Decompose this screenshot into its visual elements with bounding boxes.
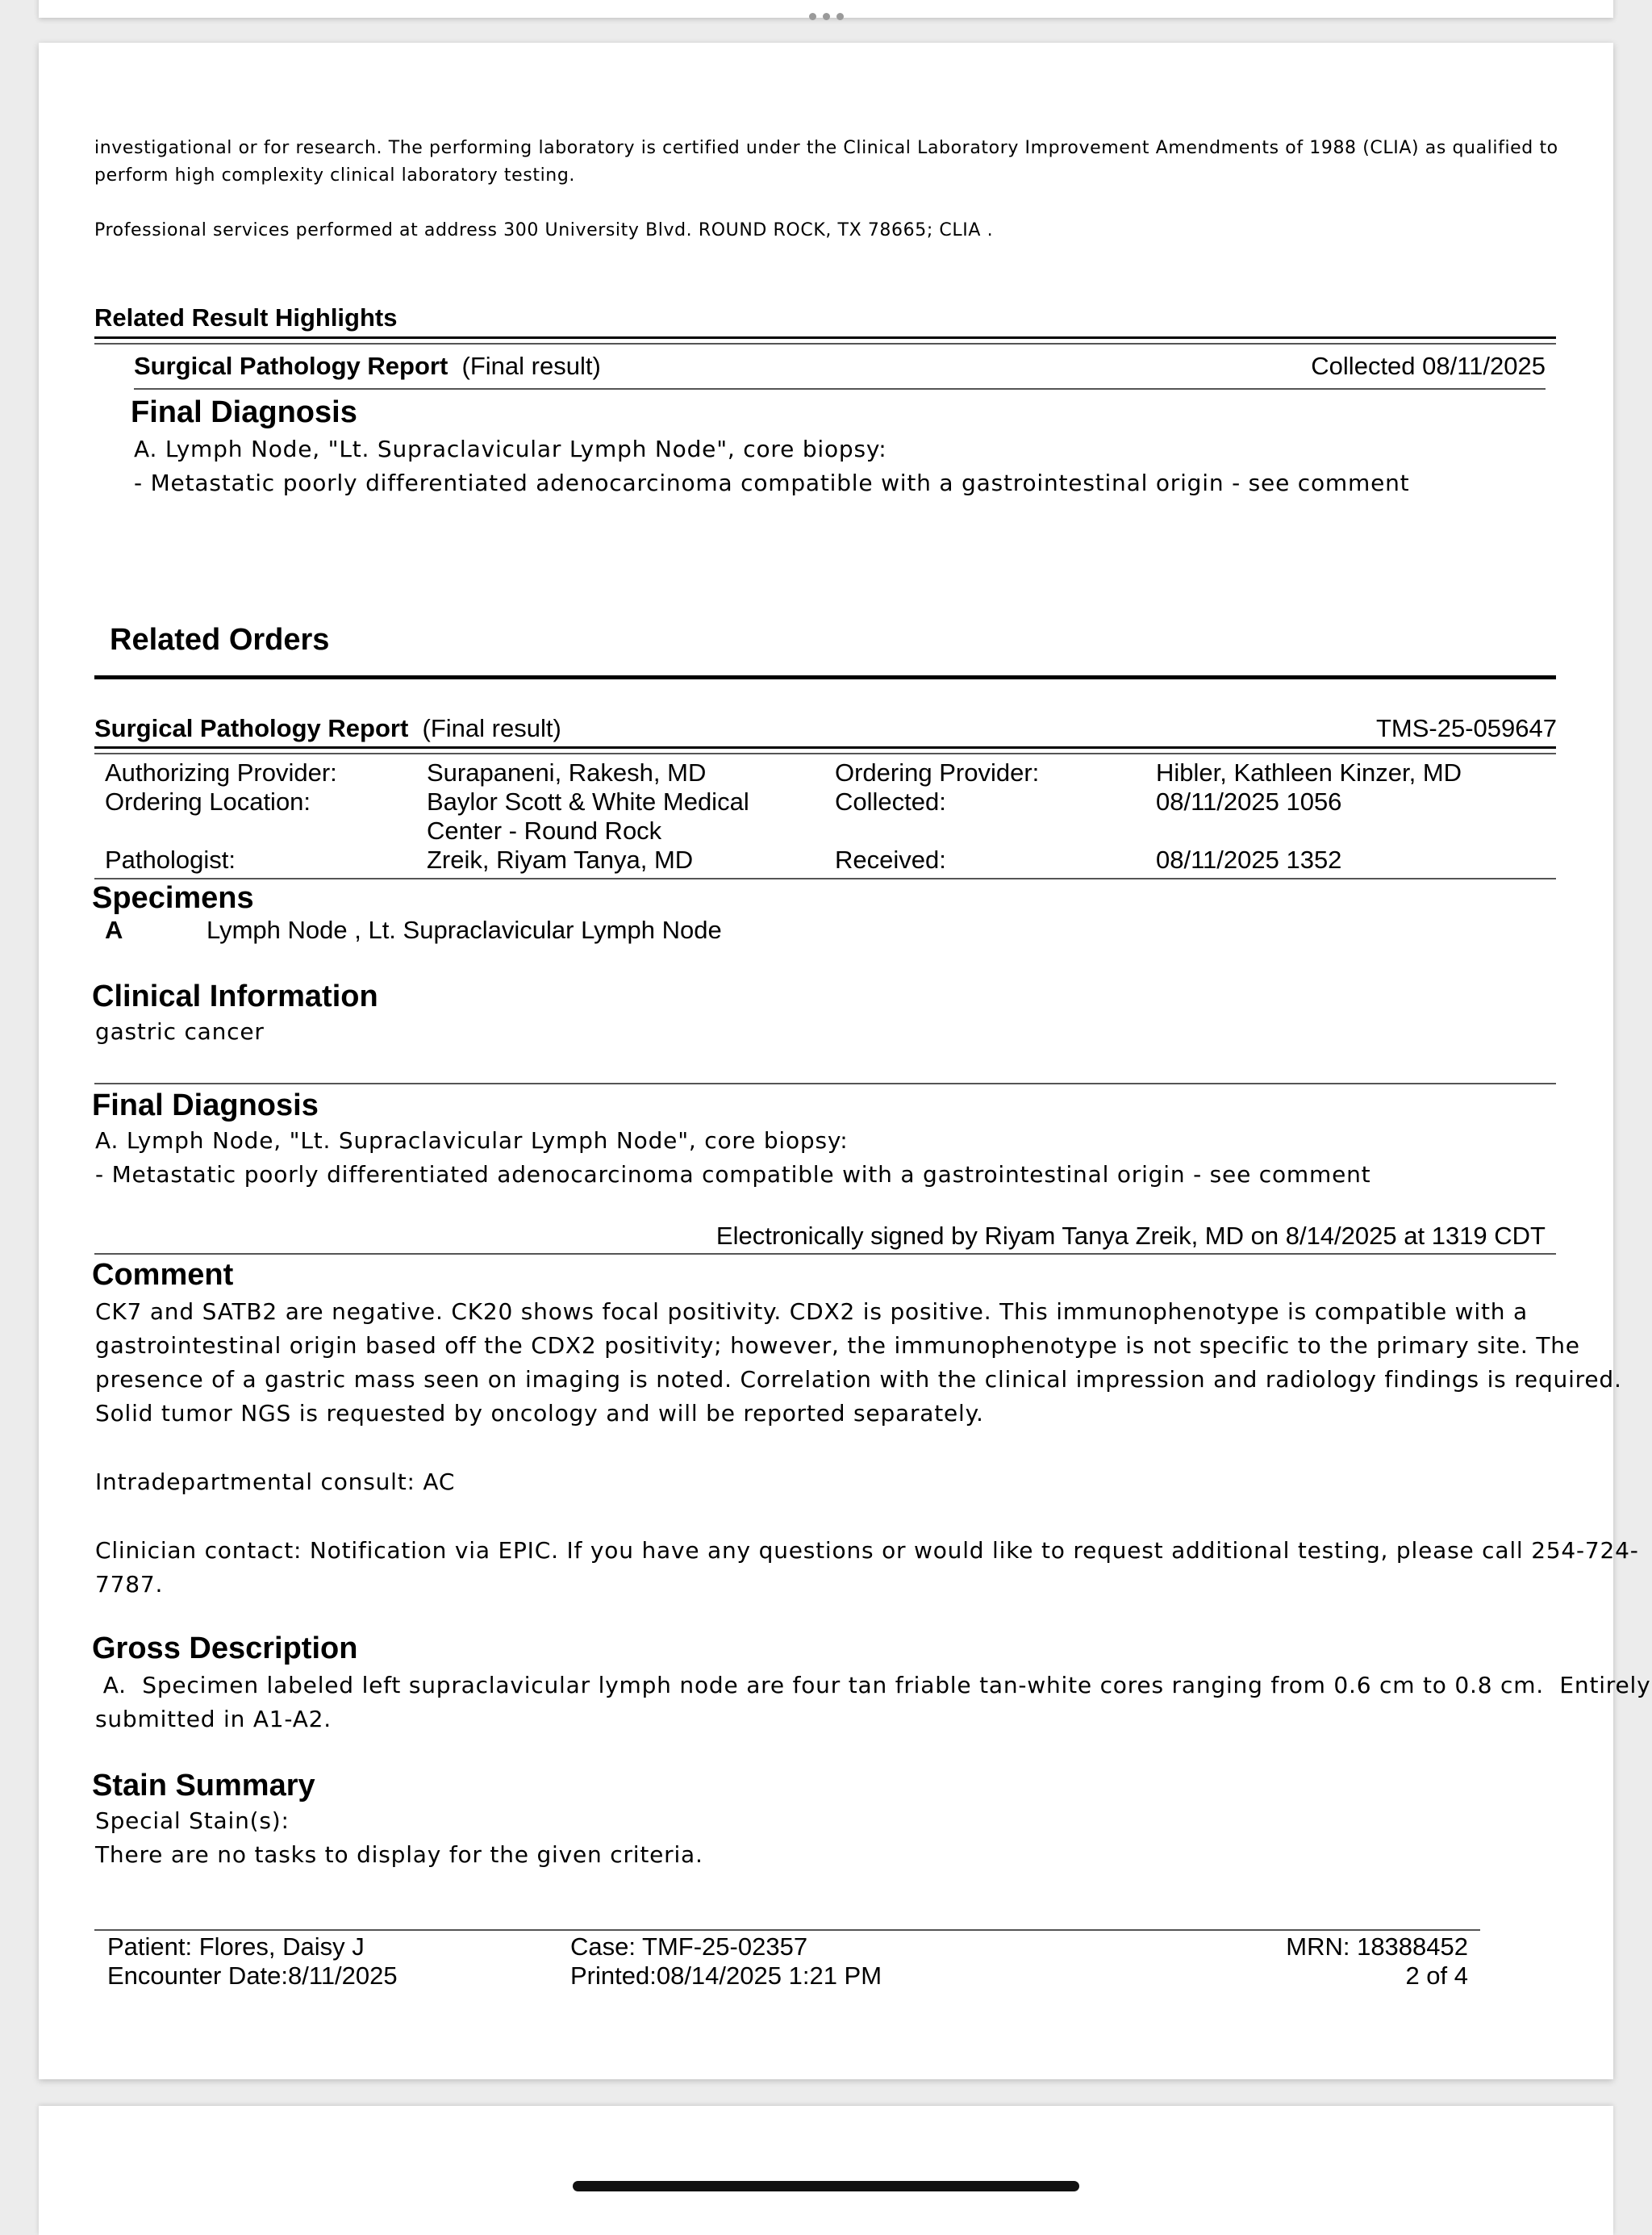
authorizing-provider-label: Authorizing Provider: bbox=[105, 758, 337, 787]
divider bbox=[94, 336, 1556, 339]
next-page bbox=[39, 2106, 1613, 2235]
highlight-diagnosis-line: A. Lymph Node, "Lt. Supraclavicular Lymph Node", core biopsy: bbox=[134, 436, 887, 462]
divider bbox=[94, 878, 1556, 879]
pathologist-value: Zreik, Riyam Tanya, MD bbox=[427, 846, 694, 874]
clinician-contact-line: 7787. bbox=[95, 1571, 164, 1598]
comment-line: CK7 and SATB2 are negative. CK20 shows focal positivity. CDX2 is positive. This immunophenotype is compatible with a bbox=[95, 1298, 1528, 1325]
stain-summary-title: Stain Summary bbox=[92, 1769, 315, 1803]
gross-description-title: Gross Description bbox=[92, 1631, 358, 1665]
divider bbox=[94, 1253, 1556, 1255]
final-diagnosis-title: Final Diagnosis bbox=[92, 1088, 319, 1122]
document-page bbox=[39, 43, 1651, 2079]
collected-label: Collected: bbox=[835, 787, 946, 816]
divider bbox=[134, 388, 1546, 390]
footer-printed: Printed:08/14/2025 1:21 PM bbox=[570, 1961, 882, 1990]
divider bbox=[94, 675, 1556, 679]
intro-line: perform high complexity clinical laboratory testing. bbox=[94, 165, 575, 186]
specimens-title: Specimens bbox=[92, 881, 254, 915]
gross-description-line: A. Specimen labeled left supraclavicular lymph node are four tan friable tan-white cores ranging from 0.6 cm to 0.8 cm. Entirely bbox=[95, 1672, 1651, 1698]
clinical-info-text: gastric cancer bbox=[95, 1018, 265, 1045]
stain-summary-line: There are no tasks to display for the given criteria. bbox=[95, 1841, 703, 1868]
divider bbox=[94, 753, 1556, 754]
electronic-signature: Electronically signed by Riyam Tanya Zreik, MD on 8/14/2025 at 1319 CDT bbox=[715, 1222, 1546, 1250]
divider bbox=[94, 1083, 1556, 1084]
footer-patient: Patient: Flores, Daisy J bbox=[107, 1932, 365, 1961]
order-report-title: Surgical Pathology Report (Final result) bbox=[94, 714, 561, 742]
related-orders-heading: Related Orders bbox=[110, 623, 330, 657]
specimen-letter: A bbox=[105, 916, 123, 944]
intro-line: investigational or for research. The performing laboratory is certified under the Clinical Laboratory Improvement Amendments of 1988 (CLIA) as qualified to bbox=[94, 138, 1558, 158]
divider bbox=[94, 746, 1556, 749]
highlight-diagnosis-line: - Metastatic poorly differentiated adenocarcinoma compatible with a gastrointestinal origin - see comment bbox=[134, 470, 1410, 496]
authorizing-provider-value: Surapaneni, Rakesh, MD bbox=[427, 758, 707, 787]
ordering-provider-value: Hibler, Kathleen Kinzer, MD bbox=[1156, 758, 1462, 787]
final-diagnosis-line: A. Lymph Node, "Lt. Supraclavicular Lymph Node", core biopsy: bbox=[95, 1127, 849, 1154]
stain-summary-line: Special Stain(s): bbox=[95, 1807, 290, 1834]
ordering-provider-label: Ordering Provider: bbox=[835, 758, 1040, 787]
highlight-report-title: Surgical Pathology Report (Final result) bbox=[134, 352, 601, 380]
divider bbox=[94, 343, 1556, 345]
highlight-diagnosis-title: Final Diagnosis bbox=[131, 395, 357, 429]
comment-line: presence of a gastric mass seen on imaging is noted. Correlation with the clinical impression and radiology findings is required. bbox=[95, 1366, 1622, 1393]
comment-line: Solid tumor NGS is requested by oncology and will be reported separately. bbox=[95, 1400, 984, 1427]
footer-encounter-date: Encounter Date:8/11/2025 bbox=[107, 1961, 398, 1990]
comment-line: gastrointestinal origin based off the CDX2 positivity; however, the immunophenotype is not specific to the primary site. The bbox=[95, 1332, 1580, 1359]
intro-line: Professional services performed at address 300 University Blvd. ROUND ROCK, TX 78665; CLIA . bbox=[94, 220, 994, 240]
ordering-location-value: Baylor Scott & White Medical bbox=[427, 787, 749, 816]
highlights-heading: Related Result Highlights bbox=[94, 303, 398, 332]
footer-divider bbox=[94, 1929, 1480, 1931]
clinical-info-title: Clinical Information bbox=[92, 980, 378, 1013]
received-label: Received: bbox=[835, 846, 946, 874]
next-page-partial-text bbox=[94, 2196, 432, 2212]
home-indicator[interactable] bbox=[573, 2181, 1079, 2191]
order-accession: TMS-25-059647 bbox=[1375, 714, 1557, 742]
ordering-location-label: Ordering Location: bbox=[105, 787, 311, 816]
consult-line: Intradepartmental consult: AC bbox=[95, 1468, 456, 1495]
collected-value: 08/11/2025 1056 bbox=[1156, 787, 1342, 816]
comment-title: Comment bbox=[92, 1258, 234, 1292]
specimen-description: Lymph Node , Lt. Supraclavicular Lymph Node bbox=[206, 916, 722, 944]
footer-mrn: MRN: 18388452 bbox=[1286, 1932, 1468, 1961]
received-value: 08/11/2025 1352 bbox=[1156, 846, 1342, 874]
ordering-location-value: Center - Round Rock bbox=[427, 817, 662, 845]
footer-page-number: 2 of 4 bbox=[1405, 1961, 1468, 1990]
more-options-icon[interactable] bbox=[809, 13, 845, 23]
footer-case: Case: TMF-25-02357 bbox=[570, 1932, 808, 1961]
clinician-contact-line: Clinician contact: Notification via EPIC. If you have any questions or would like to request additional testing, please call 254-724- bbox=[95, 1537, 1639, 1564]
gross-description-line: submitted in A1-A2. bbox=[95, 1706, 332, 1732]
final-diagnosis-line: - Metastatic poorly differentiated adenocarcinoma compatible with a gastrointestinal origin - see comment bbox=[95, 1161, 1371, 1188]
highlight-collected: Collected 08/11/2025 bbox=[1311, 352, 1546, 380]
pathologist-label: Pathologist: bbox=[105, 846, 236, 874]
